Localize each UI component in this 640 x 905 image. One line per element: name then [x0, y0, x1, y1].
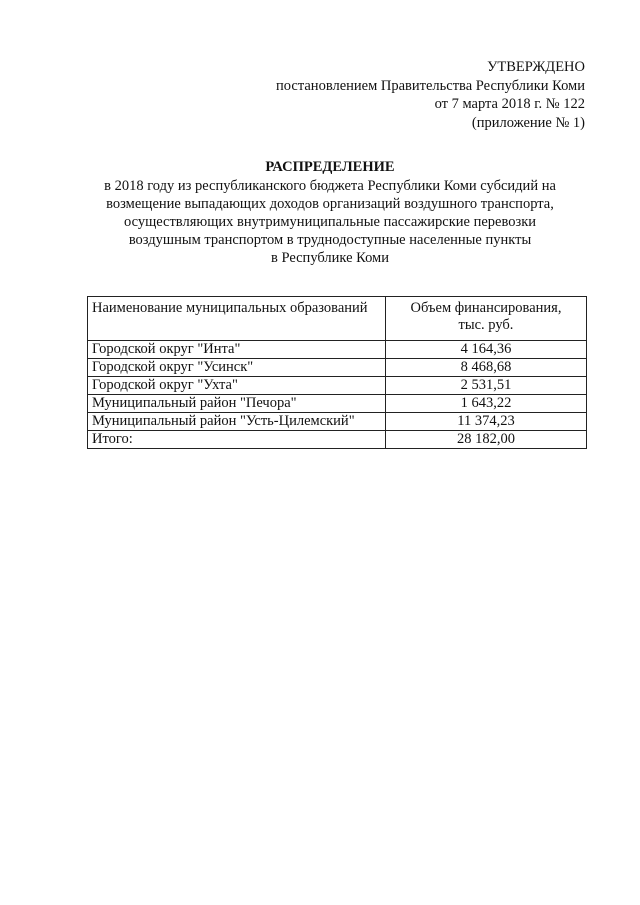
table-total-row [88, 431, 587, 449]
title-line: в 2018 году из республиканского бюджета Республики Коми субсидий на [104, 178, 556, 194]
approval-label: УТВЕРЖДЕНО [487, 59, 585, 75]
title-line: возмещение выпадающих доходов организаций воздушного транспорта, [106, 196, 554, 212]
header-name: Наименование муниципальных образований [88, 297, 386, 341]
row-name: Городской округ "Усинск" [88, 359, 386, 377]
distribution-table [87, 296, 587, 449]
row-name: Городской округ "Инта" [88, 341, 386, 359]
table-row [88, 377, 587, 395]
approval-appendix: (приложение № 1) [471, 114, 585, 131]
title-line: в Республике Коми [270, 250, 389, 266]
header-amount-line: Объем финансирования, [410, 300, 562, 316]
row-amount: 2 531,51 [386, 377, 587, 395]
approval-decree: постановлением Правительства Республики Коми [276, 77, 585, 94]
row-amount: 1 643,22 [386, 395, 587, 413]
approval-date: от 7 марта 2018 г. № 122 [434, 96, 585, 112]
row-name: Муниципальный район "Печора" [88, 395, 386, 413]
total-amount: 28 182,00 [386, 431, 587, 449]
header-amount-unit: тыс. руб. [458, 317, 514, 333]
document-title [60, 158, 600, 267]
header-amount [386, 297, 587, 341]
table-row [88, 359, 587, 377]
table-header-row [88, 297, 587, 341]
row-amount: 11 374,23 [386, 413, 587, 431]
total-label: Итого: [88, 431, 386, 449]
table-row [88, 341, 587, 359]
approval-stamp [276, 58, 585, 132]
table-row [88, 413, 587, 431]
row-amount: 8 468,68 [386, 359, 587, 377]
row-name: Городской округ "Ухта" [88, 377, 386, 395]
title-heading: РАСПРЕДЕЛЕНИЕ [265, 159, 395, 175]
row-name: Муниципальный район "Усть-Цилемский" [88, 413, 386, 431]
table-row [88, 395, 587, 413]
row-amount: 4 164,36 [386, 341, 587, 359]
title-line: воздушным транспортом в труднодоступные населенные пункты [128, 232, 532, 248]
title-line: осуществляющих внутримуниципальные пассажирские перевозки [123, 214, 537, 230]
